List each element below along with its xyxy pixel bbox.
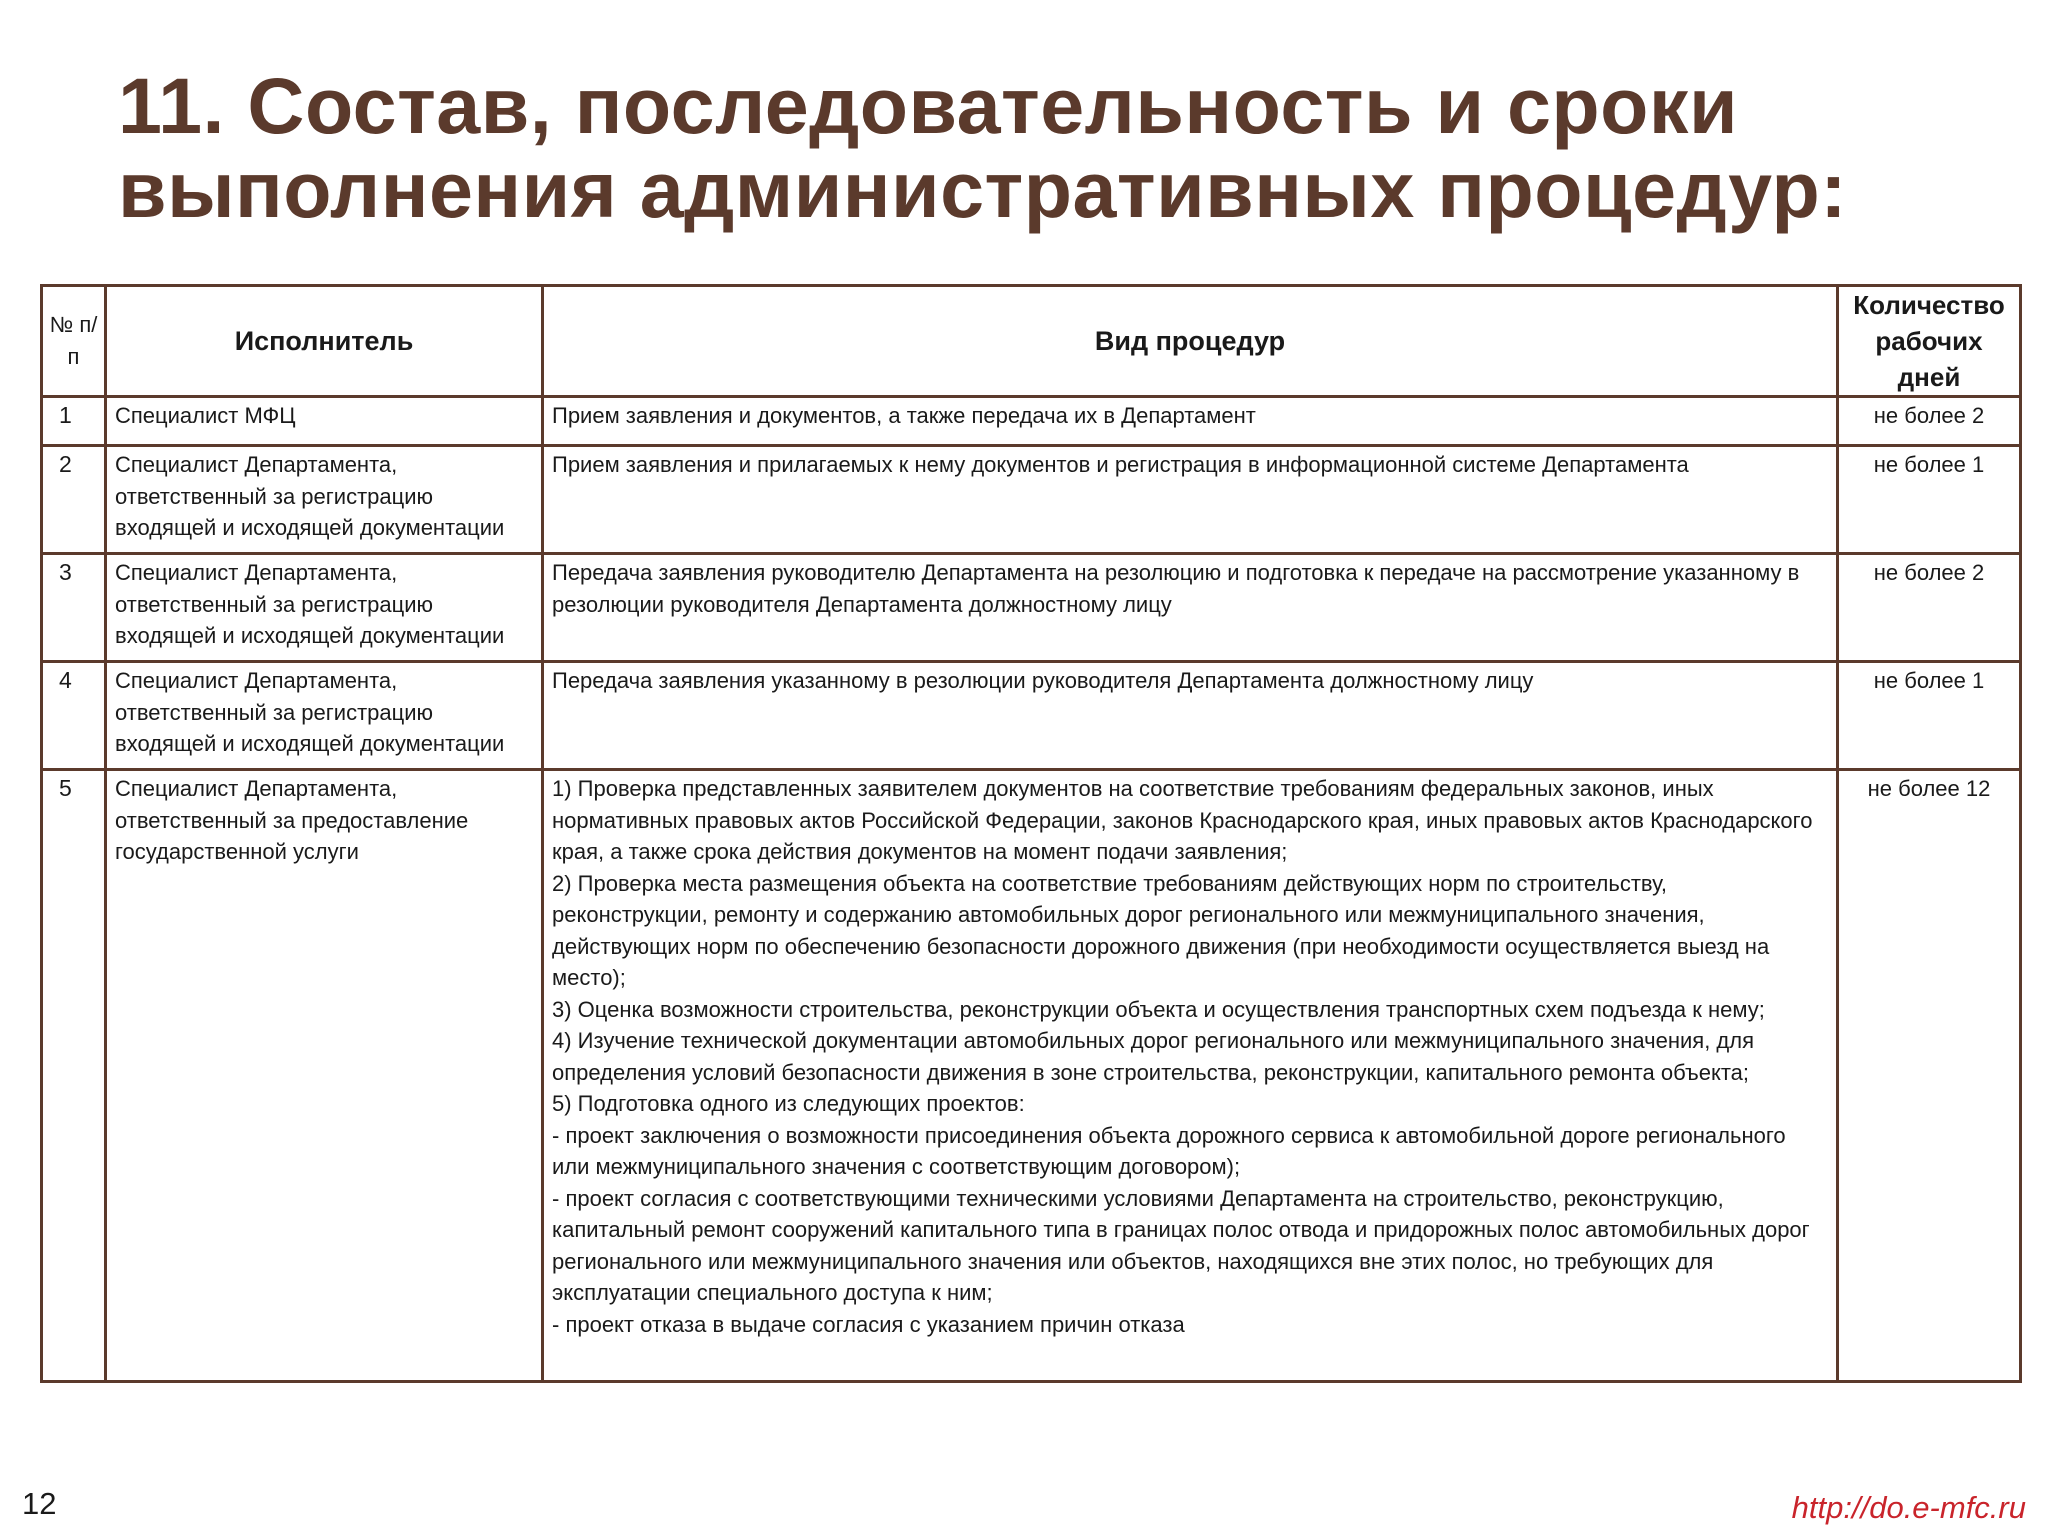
table-row — [42, 770, 2021, 1382]
procedure-text: Прием заявления и документов, а также передача их в Департамент — [552, 403, 1256, 428]
procedure-option-2: - проект согласия с соответствующими техническими условиями Департамента на строительство, реконструкцию, капитальный ремонт сооружений капитального типа в границах полос отвода и придорожных полос автомобильных дорог регионального или межмуниципального значения или объектов, находящихся вне этих полос, но требующих для эксплуатации специального доступа к ним; — [552, 1185, 1810, 1305]
row-executor: Специалист Департамента, ответственный за регистрацию входящей и исходящей документации — [106, 554, 543, 662]
row-number: 5 — [42, 770, 106, 1382]
table-row — [42, 662, 2021, 770]
header-procedure: Вид процедур — [543, 286, 1838, 397]
row-days: не более 1 — [1838, 446, 2021, 554]
row-executor: Специалист МФЦ — [106, 397, 543, 446]
slide-title-line-2: выполнения административных процедур: — [118, 145, 1848, 234]
row-days: не более 2 — [1838, 554, 2021, 662]
row-procedure — [543, 397, 1838, 446]
row-procedure — [543, 554, 1838, 662]
procedure-step-3: 3) Оценка возможности строительства, реконструкции объекта и осуществления транспортных схем подъезда к нему; — [552, 996, 1765, 1022]
row-days: не более 12 — [1838, 770, 2021, 1382]
row-executor: Специалист Департамента, ответственный за регистрацию входящей и исходящей документации — [106, 662, 543, 770]
slide-title-line-1: 11. Состав, последовательность и сроки — [118, 61, 1739, 150]
procedure-step-5: 5) Подготовка одного из следующих проектов: — [552, 1091, 1025, 1116]
table-row — [42, 397, 2021, 446]
row-procedure — [543, 770, 1838, 1382]
row-executor: Специалист Департамента, ответственный за предоставление государственной услуги — [106, 770, 543, 1382]
row-days: не более 1 — [1838, 662, 2021, 770]
row-number: 1 — [42, 397, 106, 446]
header-executor: Исполнитель — [106, 286, 543, 397]
page-number: 12 — [22, 1486, 57, 1521]
slide-title — [118, 61, 1998, 234]
table-row — [42, 446, 2021, 554]
header-number: № п/п — [42, 286, 106, 397]
header-days: Количество рабочих дней — [1838, 286, 2021, 397]
row-days: не более 2 — [1838, 397, 2021, 446]
procedure-step-4: 4) Изучение технической документации автомобильных дорог регионального или межмуниципального значения, для определения условий безопасности движения в зоне строительства, реконструкции, капитального ремонта объекта; — [552, 1028, 1755, 1085]
row-number: 4 — [42, 662, 106, 770]
row-procedure — [543, 446, 1838, 554]
row-executor: Специалист Департамента, ответственный за регистрацию входящей и исходящей документации — [106, 446, 543, 554]
row-number: 2 — [42, 446, 106, 554]
procedure-text: Прием заявления и прилагаемых к нему документов и регистрация в информационной системе Департамента — [552, 452, 1689, 477]
procedure-step-1: 1) Проверка представленных заявителем документов на соответствие требованиям федеральных законов, иных нормативных правовых актов Российской Федерации, законов Краснодарского края, иных правовых актов Краснодарского края, а также срока действия документов на момент подачи заявления; — [552, 776, 1813, 864]
row-procedure — [543, 662, 1838, 770]
row-number: 3 — [42, 554, 106, 662]
procedure-option-3: - проект отказа в выдаче согласия с указанием причин отказа — [552, 1311, 1185, 1337]
procedures-table — [40, 284, 2022, 1383]
procedure-text: Передача заявления руководителю Департамента на резолюцию и подготовка к передаче на рассмотрение указанному в резолюции руководителя Департамента должностному лицу — [552, 560, 1800, 617]
site-url-link[interactable]: http://do.e-mfc.ru — [1791, 1490, 2026, 1525]
table-header-row — [42, 286, 2021, 397]
table-row — [42, 554, 2021, 662]
procedure-option-1: - проект заключения о возможности присоединения объекта дорожного сервиса к автомобильной дороге регионального или межмуниципального значения с соответствующим договором); — [552, 1122, 1786, 1179]
procedure-text: Передача заявления указанному в резолюции руководителя Департамента должностному лицу — [552, 668, 1534, 693]
procedure-step-2: 2) Проверка места размещения объекта на соответствие требованиям действующих норм по строительству, реконструкции, ремонту и содержанию автомобильных дорог регионального или межмуниципального значения, действующих норм по обеспечению безопасности дорожного движения (при необходимости осуществляется выезд на место); — [552, 870, 1770, 990]
